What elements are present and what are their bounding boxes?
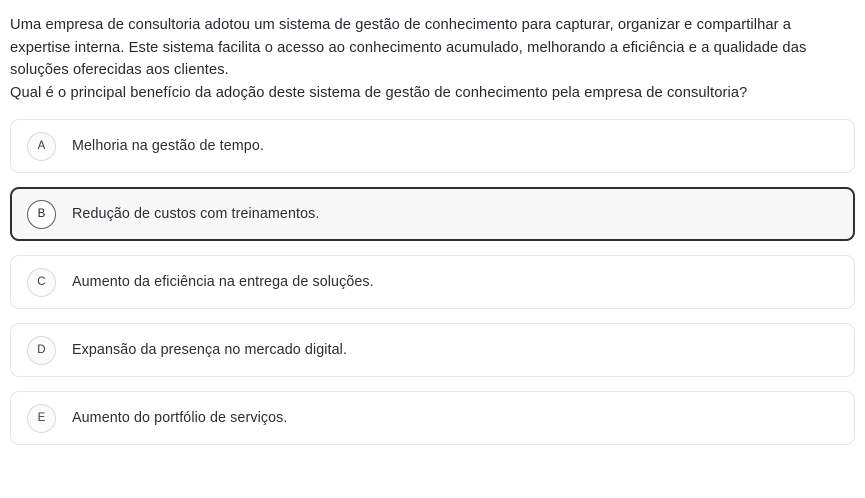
option-letter-badge-c: C [27,268,56,297]
answer-option-a[interactable] [10,119,855,173]
option-label-e: Aumento do portfólio de serviços. [72,410,288,426]
question-stem [10,14,855,104]
answer-option-b[interactable] [10,187,855,241]
answer-option-d[interactable] [10,323,855,377]
question-prompt: Qual é o principal benefício da adoção deste sistema de gestão de conhecimento pela empresa de consultoria? [10,84,748,101]
answer-option-e[interactable] [10,391,855,445]
question-context: Uma empresa de consultoria adotou um sistema de gestão de conhecimento para capturar, organizar e compartilhar a expertise interna. Este sistema facilita o acesso ao conhecimento acumulado, melhorando a eficiência e a qualidade das soluções oferecidas aos clientes. [10,17,807,78]
option-label-a: Melhoria na gestão de tempo. [72,138,264,154]
answer-options-list [10,119,855,445]
option-label-b: Redução de custos com treinamentos. [72,206,320,222]
option-label-c: Aumento da eficiência na entrega de soluções. [72,274,374,290]
option-letter-badge-a: A [27,132,56,161]
option-letter-badge-d: D [27,336,56,365]
answer-option-c[interactable] [10,255,855,309]
option-letter-badge-e: E [27,404,56,433]
option-label-d: Expansão da presença no mercado digital. [72,342,348,358]
option-letter-badge-b: B [27,200,56,229]
